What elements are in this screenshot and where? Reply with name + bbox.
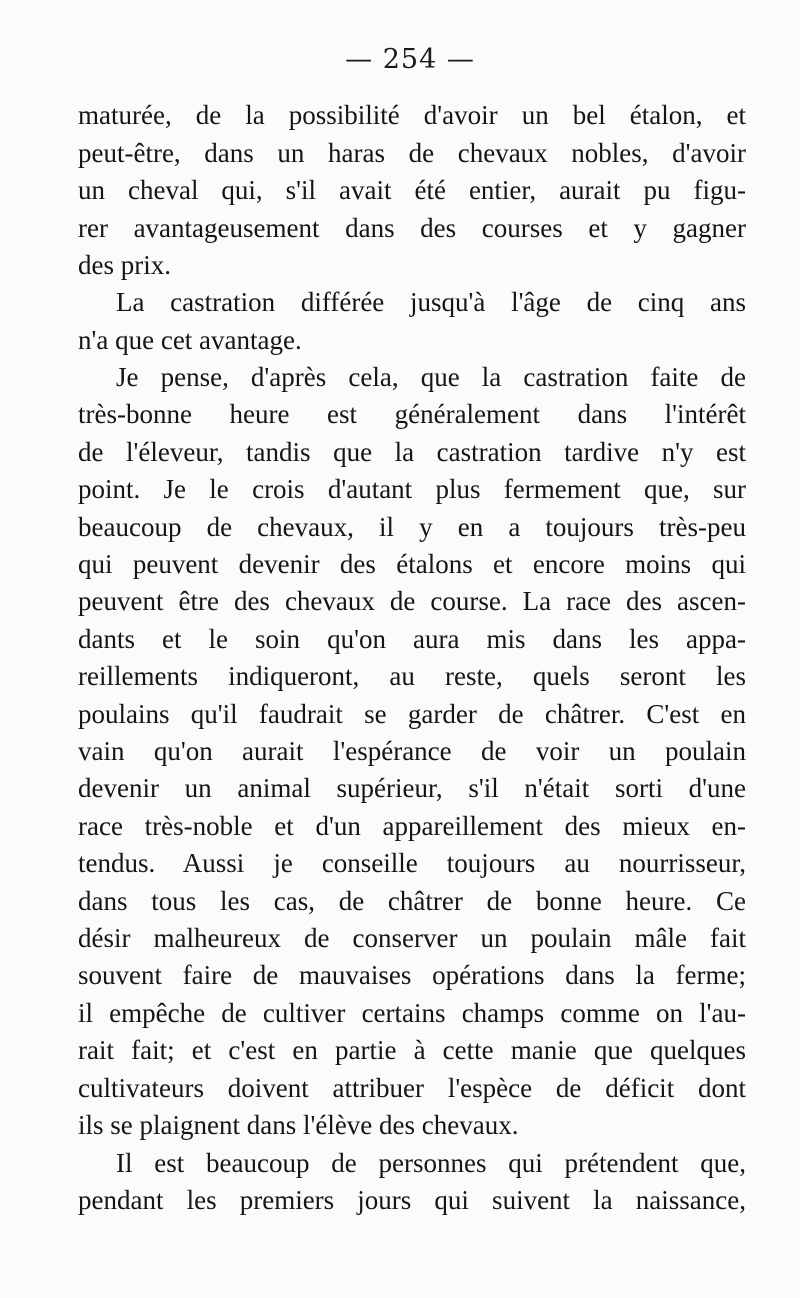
- text-line: peut-être, dans un haras de chevaux nobles, d'avoir: [78, 138, 746, 168]
- text-line: pendant les premiers jours qui suivent la naissance,: [78, 1185, 746, 1215]
- text-line: très-bonne heure est généralement dans l'intérêt: [78, 399, 746, 429]
- text-line: reillements indiqueront, au reste, quels seront les: [78, 661, 746, 691]
- text-line: vain qu'on aurait l'espérance de voir un poulain: [78, 736, 746, 766]
- text-line: rait fait; et c'est en partie à cette manie que quelques: [78, 1035, 746, 1065]
- text-line: dants et le soin qu'on aura mis dans les appa-: [78, 624, 746, 654]
- text-line: rer avantageusement dans des courses et y gagner: [78, 213, 746, 243]
- text-line: qui peuvent devenir des étalons et encore moins qui: [78, 549, 746, 579]
- text-line: de l'éleveur, tandis que la castration tardive n'y est: [78, 437, 746, 467]
- text-line: Il est beaucoup de personnes qui prétendent que,: [116, 1148, 746, 1178]
- text-line: point. Je le crois d'autant plus fermement que, sur: [78, 474, 746, 504]
- text-line: tendus. Aussi je conseille toujours au nourrisseur,: [78, 848, 746, 878]
- text-line: il empêche de cultiver certains champs comme on l'au-: [78, 998, 746, 1028]
- text-line: des prix.: [78, 250, 171, 280]
- text-line: maturée, de la possibilité d'avoir un bel étalon, et: [78, 100, 746, 130]
- text-line: devenir un animal supérieur, s'il n'était sorti d'une: [78, 773, 746, 803]
- text-line: Je pense, d'après cela, que la castration faite de: [116, 362, 746, 392]
- text-line: un cheval qui, s'il avait été entier, aurait pu figu-: [78, 175, 746, 205]
- text-line: La castration différée jusqu'à l'âge de cinq ans: [116, 287, 746, 317]
- text-line: race très-noble et d'un appareillement des mieux en-: [78, 811, 746, 841]
- text-line: peuvent être des chevaux de course. La race des ascen-: [78, 586, 746, 616]
- text-line: n'a que cet avantage.: [78, 325, 302, 355]
- text-line: dans tous les cas, de châtrer de bonne heure. Ce: [78, 886, 746, 916]
- text-line: poulains qu'il faudrait se garder de châtrer. C'est en: [78, 699, 746, 729]
- text-line: beaucoup de chevaux, il y en a toujours très-peu: [78, 512, 746, 542]
- text-line: ils se plaignent dans l'élève des chevaux.: [78, 1110, 519, 1140]
- text-line: cultivateurs doivent attribuer l'espèce de déficit dont: [78, 1073, 746, 1103]
- text-line: souvent faire de mauvaises opérations dans la ferme;: [78, 960, 746, 990]
- page-number: — 254 —: [345, 44, 475, 75]
- text-line: désir malheureux de conserver un poulain mâle fait: [78, 923, 746, 953]
